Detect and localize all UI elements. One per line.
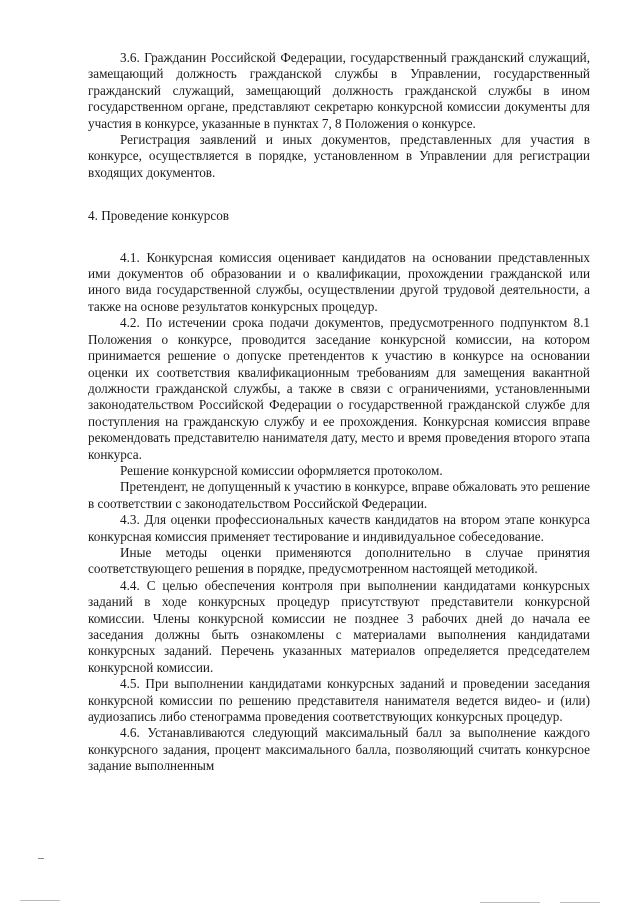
paragraph-4-2-protocol: Решение конкурсной комиссии оформляется протоколом. [120,462,443,478]
scan-mark-bottom-right [480,902,540,903]
scan-mark-bottom-right-2 [560,902,600,903]
paragraph-4-2: 4.2. По истечении срока подачи документов, предусмотренного подпунктом 8.1 Положения о конкурсе, проводится заседание конкурсной комиссии, на котором принимается решение о допуске претендентов к участию в конкурсе на основании оценки их соответствия квалификационным требованиям для замещения вакантной должности гражданской службы, а также в связи с ограничениями, установленными законодательством Российской Федерации о государственной гражданской службе для поступления на гражданскую службу и ее прохождения. Конкурсная комиссия вправе рекомендовать представителю нанимателя дату, место и время проведения второго этапа конкурса. [88,315,590,462]
paragraph-4-3-other-methods: Иные методы оценки применяются дополнительно в случае принятия соответствующего решения в порядке, предусмотренном настоящей методикой. [88,544,590,577]
paragraph-4-6: 4.6. Устанавливаются следующий максимальный балл за выполнение каждого конкурсного задания, процент максимального балла, позволяющий считать конкурсное задание выполненным [88,725,590,774]
paragraph-4-2-appeal: Претендент, не допущенный к участию в конкурсе, вправе обжаловать это решение в соответствии с законодательством Российской Федерации. [88,479,590,511]
paragraph-4-3: 4.3. Для оценки профессиональных качеств кандидатов на втором этапе конкурса конкурсная комиссия применяет тестирование и индивидуальное собеседование. [88,512,590,544]
document-body [88,50,590,775]
paragraph-3-6: 3.6. Гражданин Российской Федерации, государственный гражданский служащий, замещающий должность гражданской службы в Управлении, государственный гражданский служащий, замещающий должность гражданской службы в ином государственном органе, представляют секретарю конкурсной комиссии документы для участия в конкурсе, указанные в пунктах 7, 8 Положения о конкурсе. [88,50,590,131]
paragraph-4-1: 4.1. Конкурсная комиссия оценивает кандидатов на основании представленных ими документов об образовании и о квалификации, прохождении гражданской или иного вида государственной службы, осуществлении другой трудовой деятельности, а также на основе результатов конкурсных процедур. [88,249,590,314]
section-heading: 4. Проведение конкурсов [88,208,230,224]
paragraph-4-5: 4.5. При выполнении кандидатами конкурсных заданий и проведении заседания конкурсной комиссии по решению представителя нанимателя ведется видео- и (или) аудиозапись либо стенограмма проведения соответствующих конкурсных процедур. [88,676,590,725]
paragraph-4-4: 4.4. С целью обеспечения контроля при выполнении кандидатами конкурсных заданий в ходе конкурсных процедур присутствуют представители конкурсной комиссии. Члены конкурсной комиссии не позднее 3 рабочих дней до начала ее заседания должны быть ознакомлены с материалами выполнения кандидатами конкурсных заданий. Перечень указанных материалов определяется председателем конкурсной комиссии. [88,577,590,675]
paragraph-registration: Регистрация заявлений и иных документов, представленных для участия в конкурсе, осуществляется в порядке, установленном в Управлении для регистрации входящих документов. [88,132,590,180]
scan-mark-left [38,858,44,859]
scan-mark-left-lower [20,900,60,901]
